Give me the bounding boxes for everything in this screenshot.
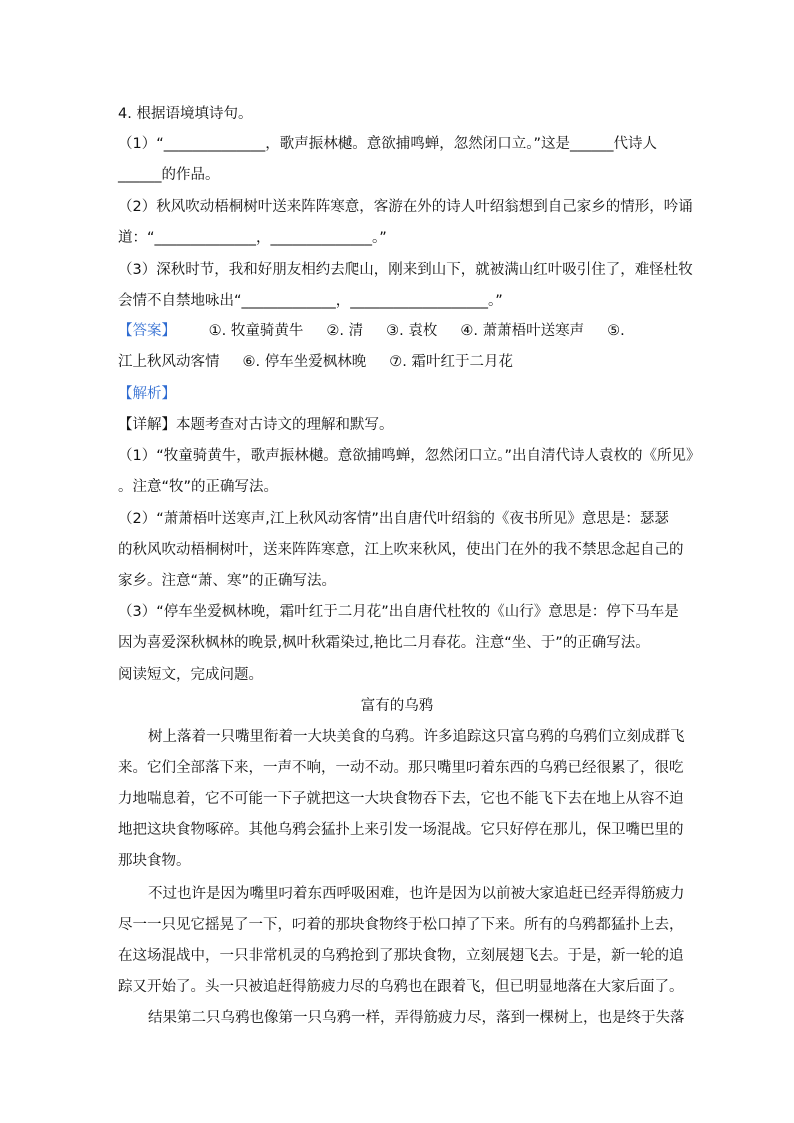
answer-line-1: ①. 牧童骑黄牛 ②. 清 ③. 袁枚 ④. 萧萧梧叶送寒声 ⑤. — [208, 323, 625, 339]
explanation-2: （2）“萧萧梧叶送寒声,江上秋风动客情”出自唐代叶绍翁的《夜书所见》意思是：瑟瑟 — [118, 511, 669, 527]
story-line: 尽一一只见它摇晃了一下，叼着的那块食物终于松口掉了下来。所有的乌鸦都猛扑上去， — [118, 917, 684, 933]
story-line: 在这场混战中，一只非常机灵的乌鸦抢到了那块食物，立刻展翅飞去。于是，新一轮的追 — [118, 948, 684, 964]
answer-line-2: 江上秋风动客情 ⑥. 停车坐爱枫林晚 ⑦. 霜叶红于二月花 — [118, 354, 514, 370]
explanation-3: （3）“停车坐爱枫林晚，霜叶红于二月花”出自唐代杜牧的《山行》意思是：停下马车是 — [118, 604, 679, 620]
story-line: 那块食物。 — [118, 853, 191, 869]
story-line: 力地喘息着，它不可能一下子就把这一大块食物吞下去，它也不能飞下去在地上从容不迫 — [118, 791, 684, 807]
story-line: 不过也许是因为嘴里叼着东西呼吸困难，也许是因为以前被大家追赶已经弄得筋疲力 — [148, 886, 685, 902]
explanation-2-cont2: 家乡。注意“萧、寒”的正确写法。 — [118, 573, 337, 589]
answer-label: 【答案】 — [118, 323, 176, 339]
question-title: 4. 根据语境填诗句。 — [118, 106, 253, 122]
analysis-detail: 【详解】本题考查对古诗文的理解和默写。 — [118, 417, 394, 433]
analysis-label: 【解析】 — [118, 386, 176, 402]
question-part-3: （3）深秋时节，我和好朋友相约去爬山，刚来到山下，就被满山红叶吸引住了，难怪杜牧 — [118, 262, 693, 278]
reading-intro: 阅读短文，完成问题。 — [118, 667, 263, 683]
story-line: 来。它们全部落下来，一声不响，一动不动。那只嘴里叼着东西的乌鸦已经很累了，很吃 — [118, 760, 684, 776]
explanation-2-cont: 的秋风吹动梧桐树叶，送来阵阵寒意，江上吹来秋风，使出门在外的我不禁思念起自己的 — [118, 542, 684, 558]
explanation-3-cont: 因为喜爱深秋枫林的晚景,枫叶秋霜染过,艳比二月春花。注意“坐、于”的正确写法。 — [118, 635, 650, 651]
question-part-2-cont: 道：“______________，______________。” — [118, 230, 387, 246]
explanation-1-cont: 。注意“牧”的正确写法。 — [118, 479, 279, 495]
story-line: 踪又开始了。头一只被追赶得筋疲力尽的乌鸦也在跟着飞，但已明显地落在大家后面了。 — [118, 979, 684, 995]
story-line: 地把这块食物啄碎。其他乌鸦会猛扑上来引发一场混战。它只好停在那儿，保卫嘴巴里的 — [118, 822, 684, 838]
question-part-1-cont: ______的作品。 — [118, 167, 220, 183]
story-title: 富有的乌鸦 — [360, 698, 434, 714]
explanation-1: （1）“牧童骑黄牛，歌声振林樾。意欲捕鸣蝉，忽然闭口立。”出自清代诗人袁枚的《所见》 — [118, 448, 701, 464]
question-part-1: （1）“______________，歌声振林樾。意欲捕鸣蝉，忽然闭口立。”这是______代诗人 — [118, 136, 657, 152]
story-line: 结果第二只乌鸦也像第一只乌鸦一样，弄得筋疲力尽，落到一棵树上，也是终于失落 — [148, 1010, 685, 1026]
question-part-3-cont: 会情不自禁地咏出“_____________，___________________。” — [118, 293, 503, 309]
question-part-2: （2）秋风吹动梧桐树叶送来阵阵寒意，客游在外的诗人叶绍翁想到自己家乡的情形，吟诵 — [118, 199, 693, 215]
story-line: 树上落着一只嘴里衔着一大块美食的乌鸦。许多追踪这只富乌鸦的乌鸦们立刻成群飞 — [148, 729, 685, 745]
